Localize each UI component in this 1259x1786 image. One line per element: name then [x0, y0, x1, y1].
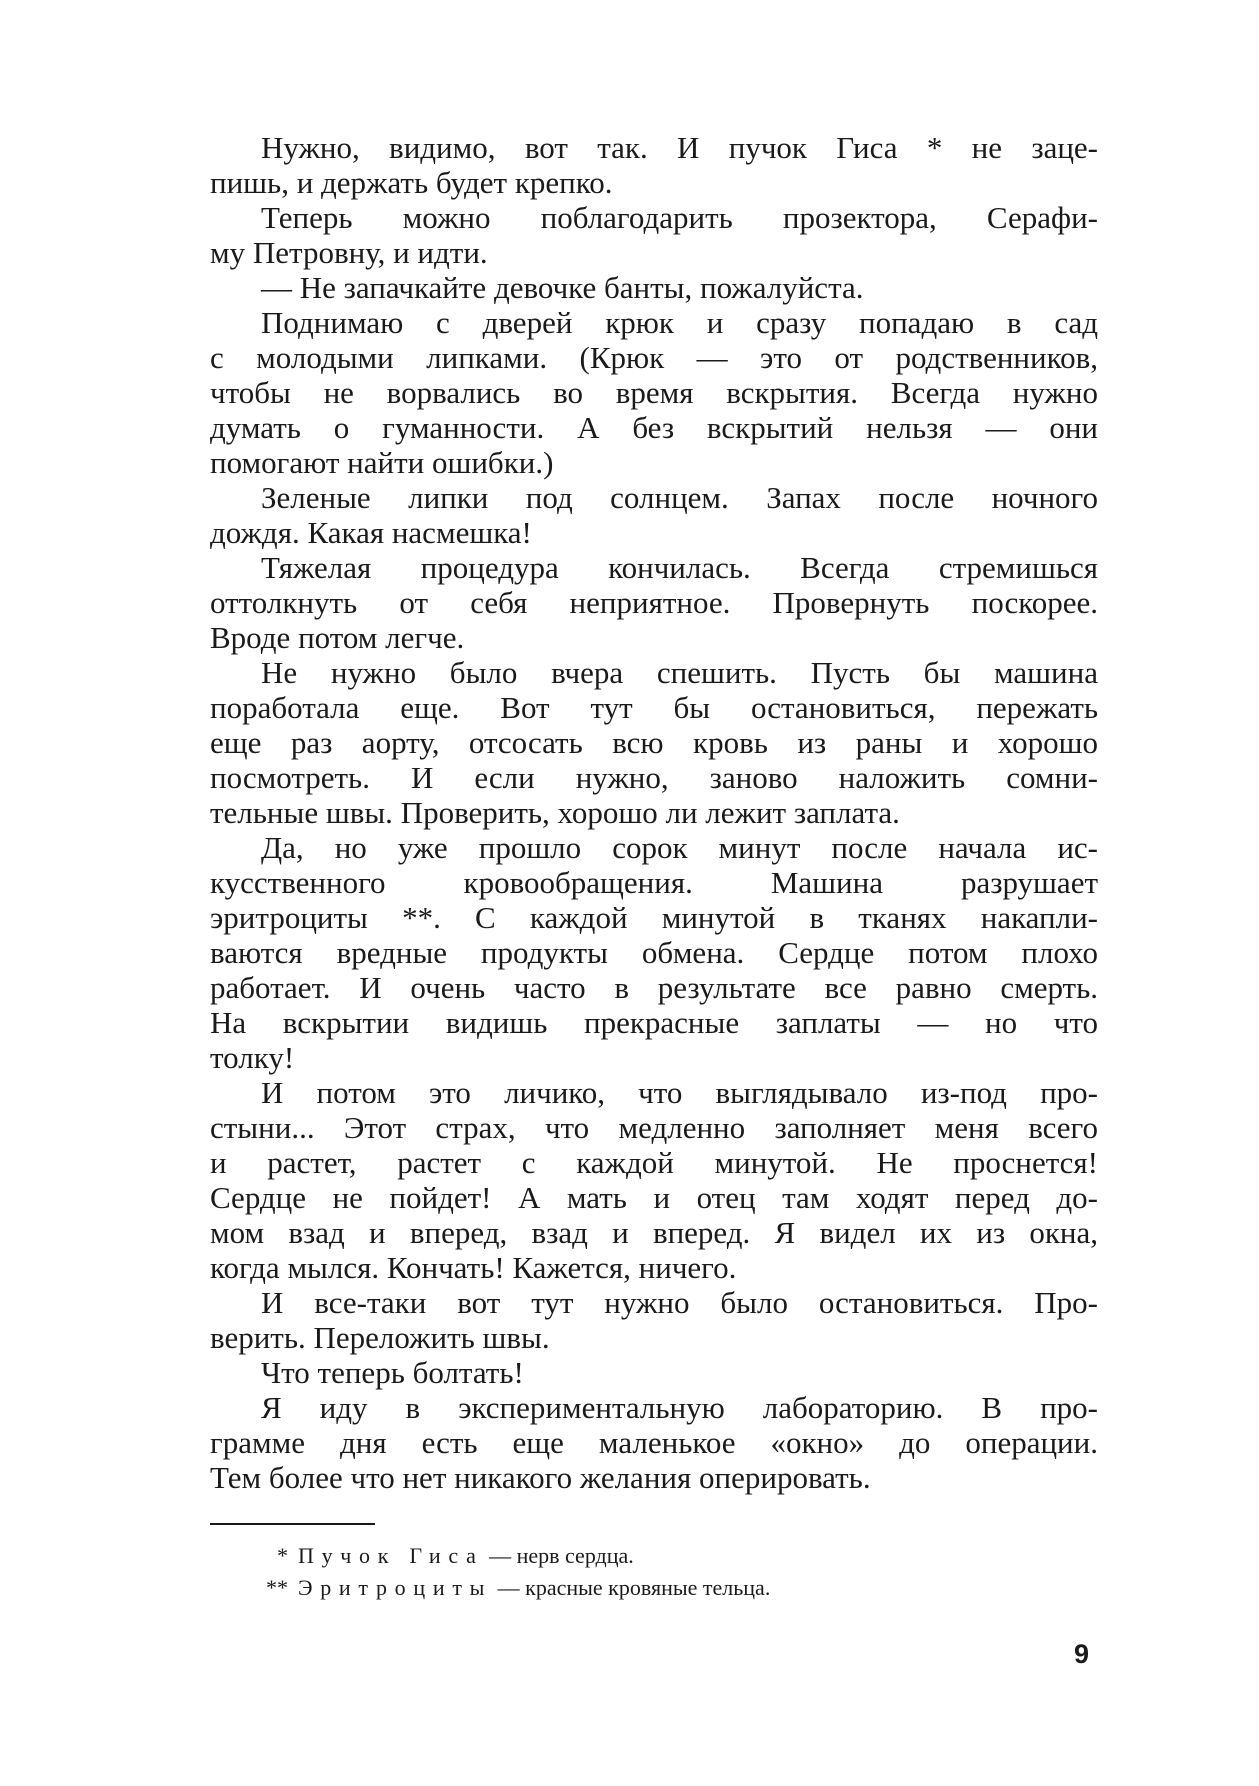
text-line: Вроде потом легче. — [210, 620, 465, 655]
text-line: Зеленые липки под солнцем. Запах после ночного — [261, 480, 1098, 515]
text-line: работает. И очень часто в результате все равно смерть. — [210, 970, 1098, 1005]
text-line: стыни... Этот страх, что медленно заполняет меня всего — [210, 1110, 1098, 1145]
text-line: Что теперь болтать! — [261, 1355, 524, 1390]
footnote — [260, 1540, 1060, 1572]
text-line: Тяжелая процедура кончилась. Всегда стремишься — [261, 550, 1098, 585]
text-line: Теперь можно поблагодарить прозектора, Серафи- — [261, 200, 1098, 235]
footnotes — [260, 1540, 1060, 1604]
text-line: дождя. Какая насмешка! — [210, 515, 532, 550]
text-line: с молодыми липками. (Крюк — это от родственников, — [210, 340, 1098, 375]
text-line: посмотреть. И если нужно, заново наложить сомни- — [210, 760, 1098, 795]
text-line: Я иду в экспериментальную лабораторию. В про- — [261, 1390, 1098, 1425]
footnote — [260, 1572, 1060, 1604]
text-line: — Не запачкайте девочке банты, пожалуйста. — [261, 270, 864, 305]
text-line: Тем более что нет никакого желания оперировать. — [210, 1460, 871, 1495]
text-line: Сердце не пойдет! А мать и отец там ходят перед до- — [210, 1180, 1098, 1215]
text-line: Поднимаю с дверей крюк и сразу попадаю в сад — [261, 305, 1098, 340]
text-line: оттолкнуть от себя неприятное. Провернуть поскорее. — [210, 585, 1098, 620]
text-line: Нужно, видимо, вот так. И пучок Гиса * не заце- — [261, 130, 1098, 165]
text-line: пишь, и держать будет крепко. — [210, 165, 613, 200]
body-text — [210, 130, 1098, 1495]
text-line: толку! — [210, 1040, 295, 1075]
text-line: тельные швы. Проверить, хорошо ли лежит заплата. — [210, 795, 900, 830]
footnote-term: Эритроциты — [298, 1575, 493, 1600]
text-line: думать о гуманности. А без вскрытий нельзя — они — [210, 410, 1098, 445]
text-line: помогают найти ошибки.) — [210, 445, 554, 480]
footnote-mark: * — [277, 1543, 288, 1568]
text-line: поработала еще. Вот тут бы остановиться, пережать — [210, 690, 1098, 725]
footnote-definition: — нерв сердца. — [483, 1543, 634, 1568]
text-line: верить. Переложить швы. — [210, 1320, 550, 1355]
text-line: мом взад и вперед, взад и вперед. Я видел их из окна, — [210, 1215, 1098, 1250]
text-line: когда мылся. Кончать! Кажется, ничего. — [210, 1250, 737, 1285]
text-line: Не нужно было вчера спешить. Пусть бы машина — [261, 655, 1098, 690]
footnote-mark: ** — [266, 1575, 288, 1600]
text-line: чтобы не ворвались во время вскрытия. Всегда нужно — [210, 375, 1098, 410]
text-line: еще раз аорту, отсосать всю кровь из раны и хорошо — [210, 725, 1098, 760]
text-line: И все-таки вот тут нужно было остановиться. Про- — [261, 1285, 1098, 1320]
text-line: и растет, растет с каждой минутой. Не проснется! — [210, 1145, 1098, 1180]
footnote-separator — [210, 1523, 375, 1525]
text-line: грамме дня есть еще маленькое «окно» до операции. — [210, 1425, 1098, 1460]
text-line: му Петровну, и идти. — [210, 235, 488, 270]
page-number: 9 — [1074, 1639, 1090, 1669]
text-line: И потом это личико, что выглядывало из-под про- — [261, 1075, 1098, 1110]
text-line: Да, но уже прошло сорок минут после начала ис- — [261, 830, 1098, 865]
footnote-definition: — красные кровяные тельца. — [492, 1575, 771, 1600]
text-line: ваются вредные продукты обмена. Сердце потом плохо — [210, 935, 1098, 970]
text-line: На вскрытии видишь прекрасные заплаты — но что — [210, 1005, 1098, 1040]
text-line: кусственного кровообращения. Машина разрушает — [210, 865, 1098, 900]
footnote-term: Пучок Гиса — [298, 1543, 484, 1568]
text-line: эритроциты **. С каждой минутой в тканях накапли- — [210, 900, 1098, 935]
